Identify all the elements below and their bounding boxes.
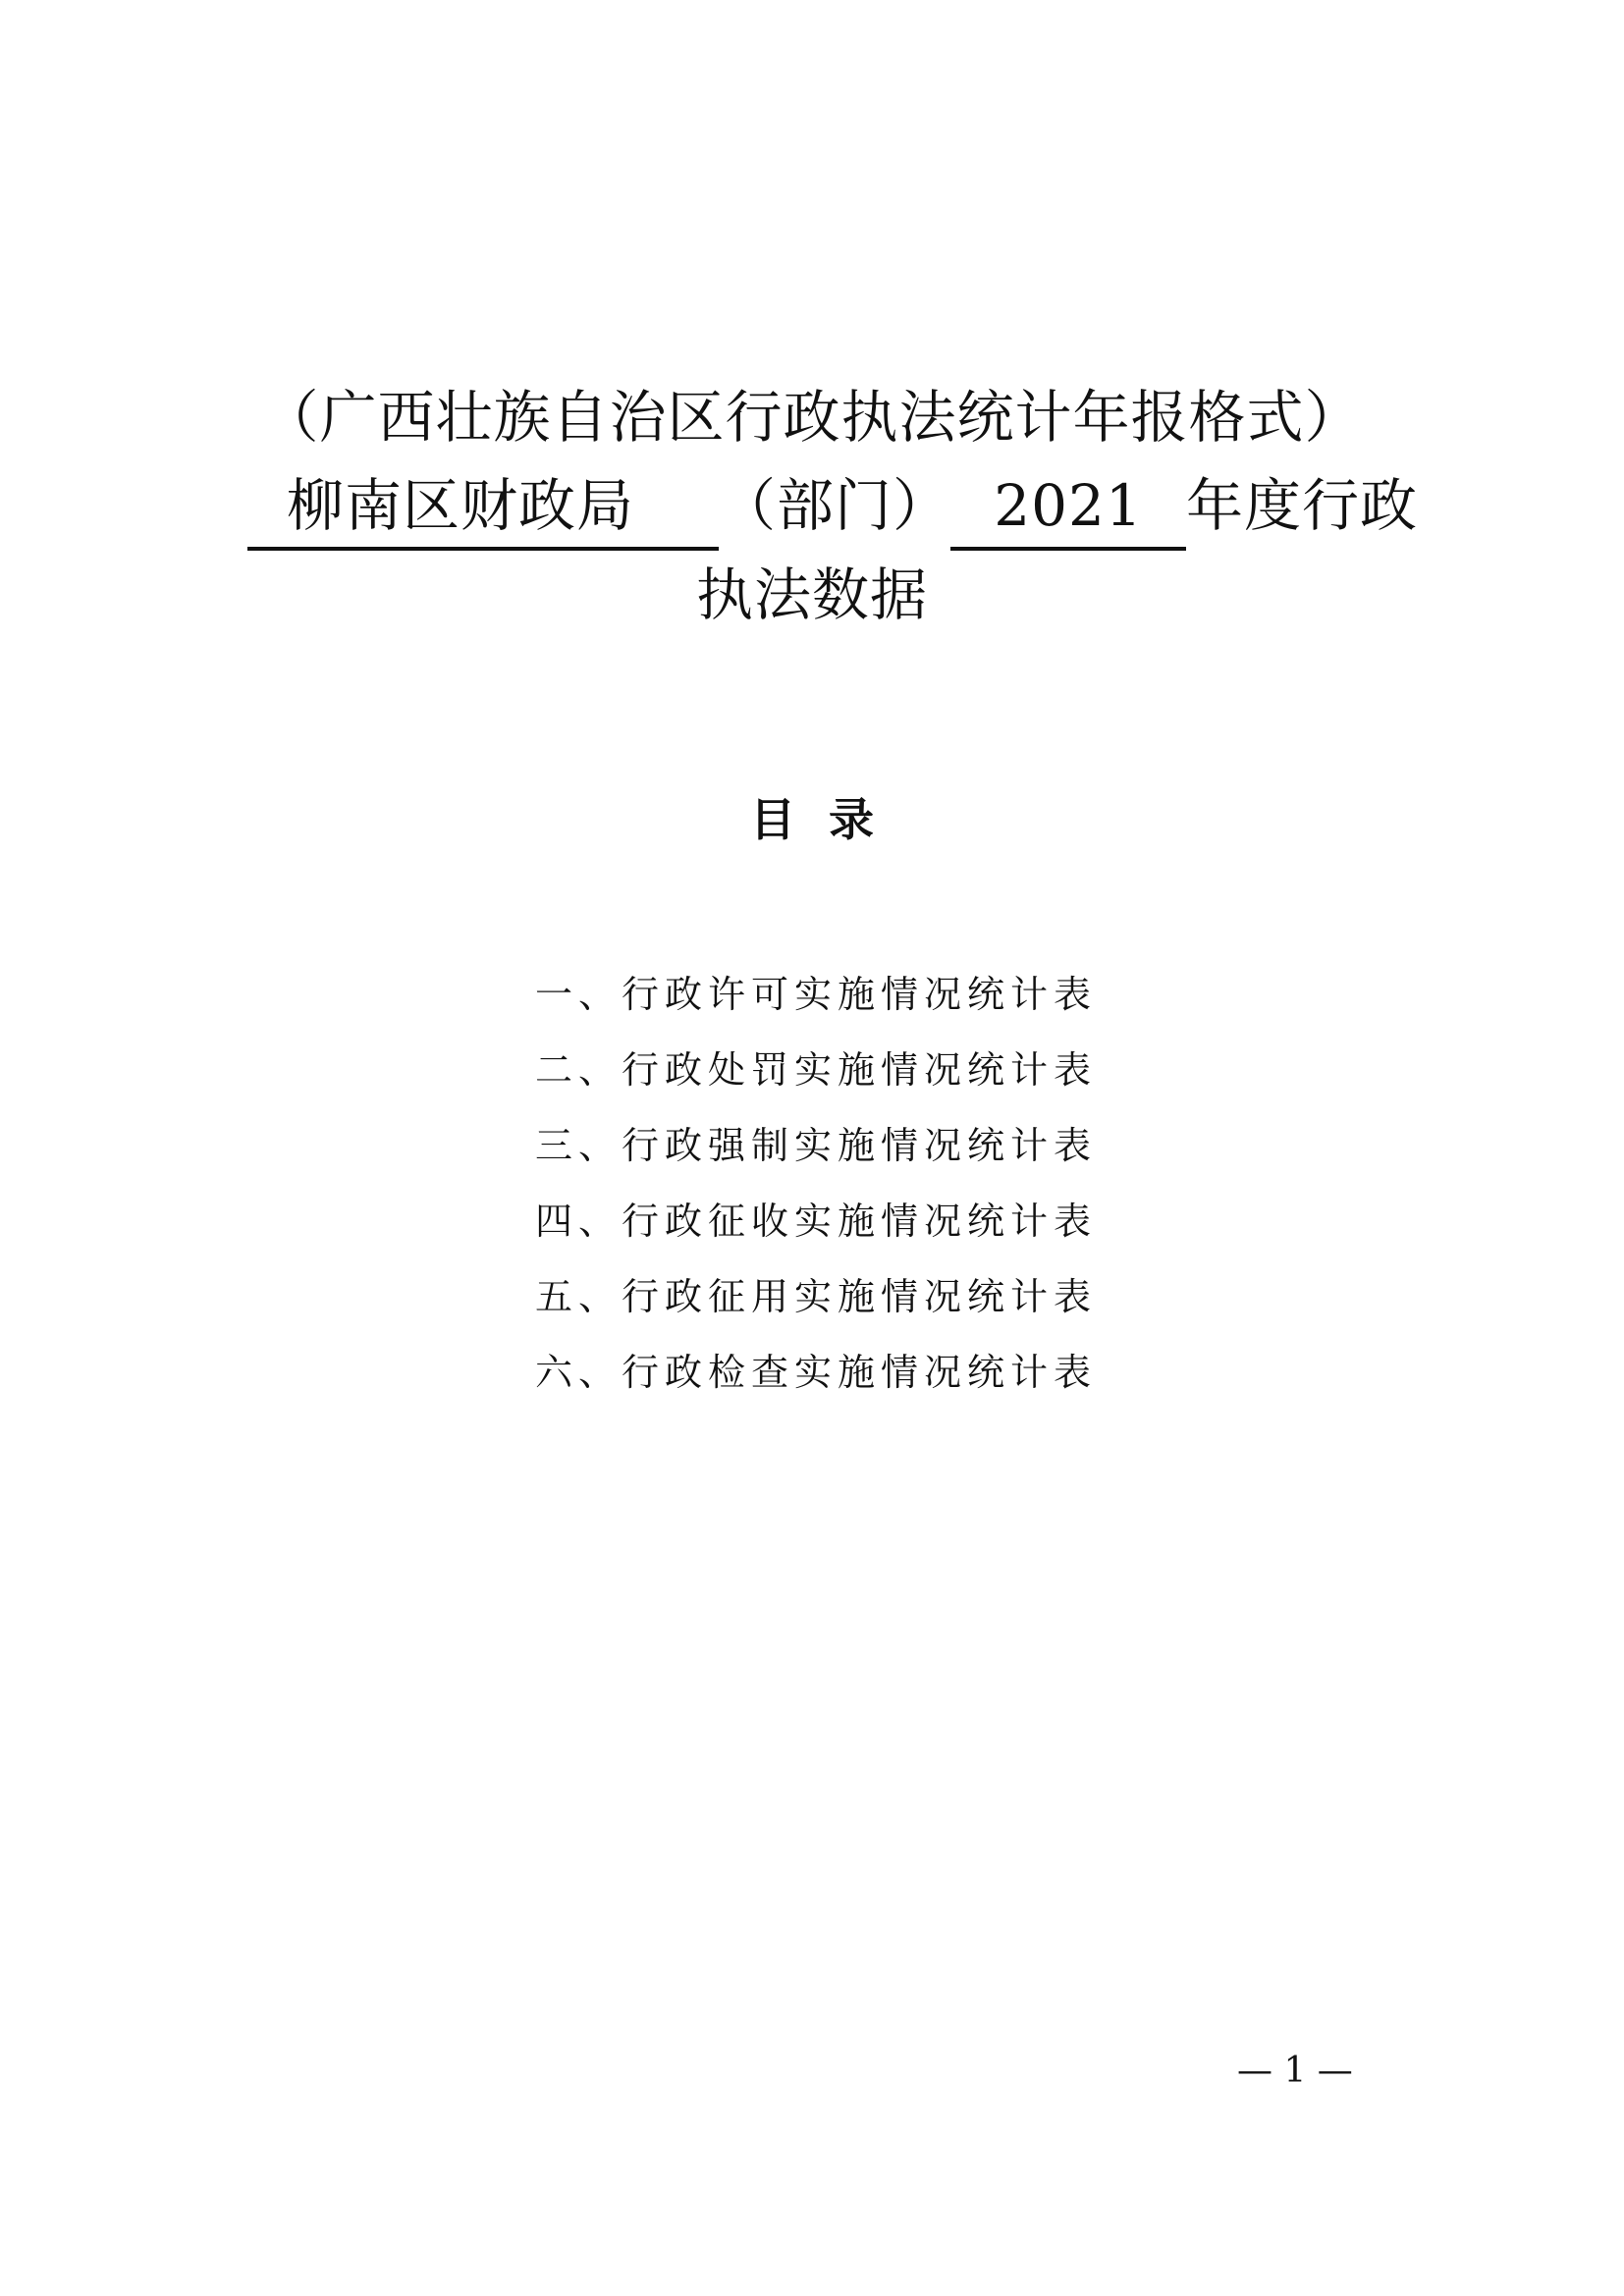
toc-item-permit: 一、行政许可实施情况统计表: [535, 973, 1098, 1016]
title-format-line: （广西壮族自治区行政执法统计年报格式）: [261, 384, 1363, 451]
toc-item-penalty: 二、行政处罚实施情况统计表: [535, 1048, 1098, 1092]
toc-item-requisition: 五、行政征用实施情况统计表: [535, 1275, 1098, 1318]
document-title: [0, 373, 1624, 639]
toc-item-levy: 四、行政征收实施情况统计表: [535, 1200, 1098, 1243]
toc-item-inspection: 六、行政检查实施情况统计表: [535, 1351, 1098, 1394]
year-suffix: 年度行政: [1186, 472, 1419, 539]
toc-item-enforcement: 三、行政强制实施情况统计表: [535, 1124, 1098, 1167]
toc-list: [535, 957, 1097, 1411]
toc-heading: 目录: [750, 793, 907, 846]
department-field: 柳南区财政局: [247, 464, 719, 551]
title-fill-line: [0, 461, 1624, 551]
year-field: 2021: [950, 464, 1186, 551]
department-suffix: （部门）: [719, 472, 951, 539]
page-number: — 1 —: [1237, 2051, 1353, 2091]
title-last-line: 执法数据: [695, 561, 928, 628]
